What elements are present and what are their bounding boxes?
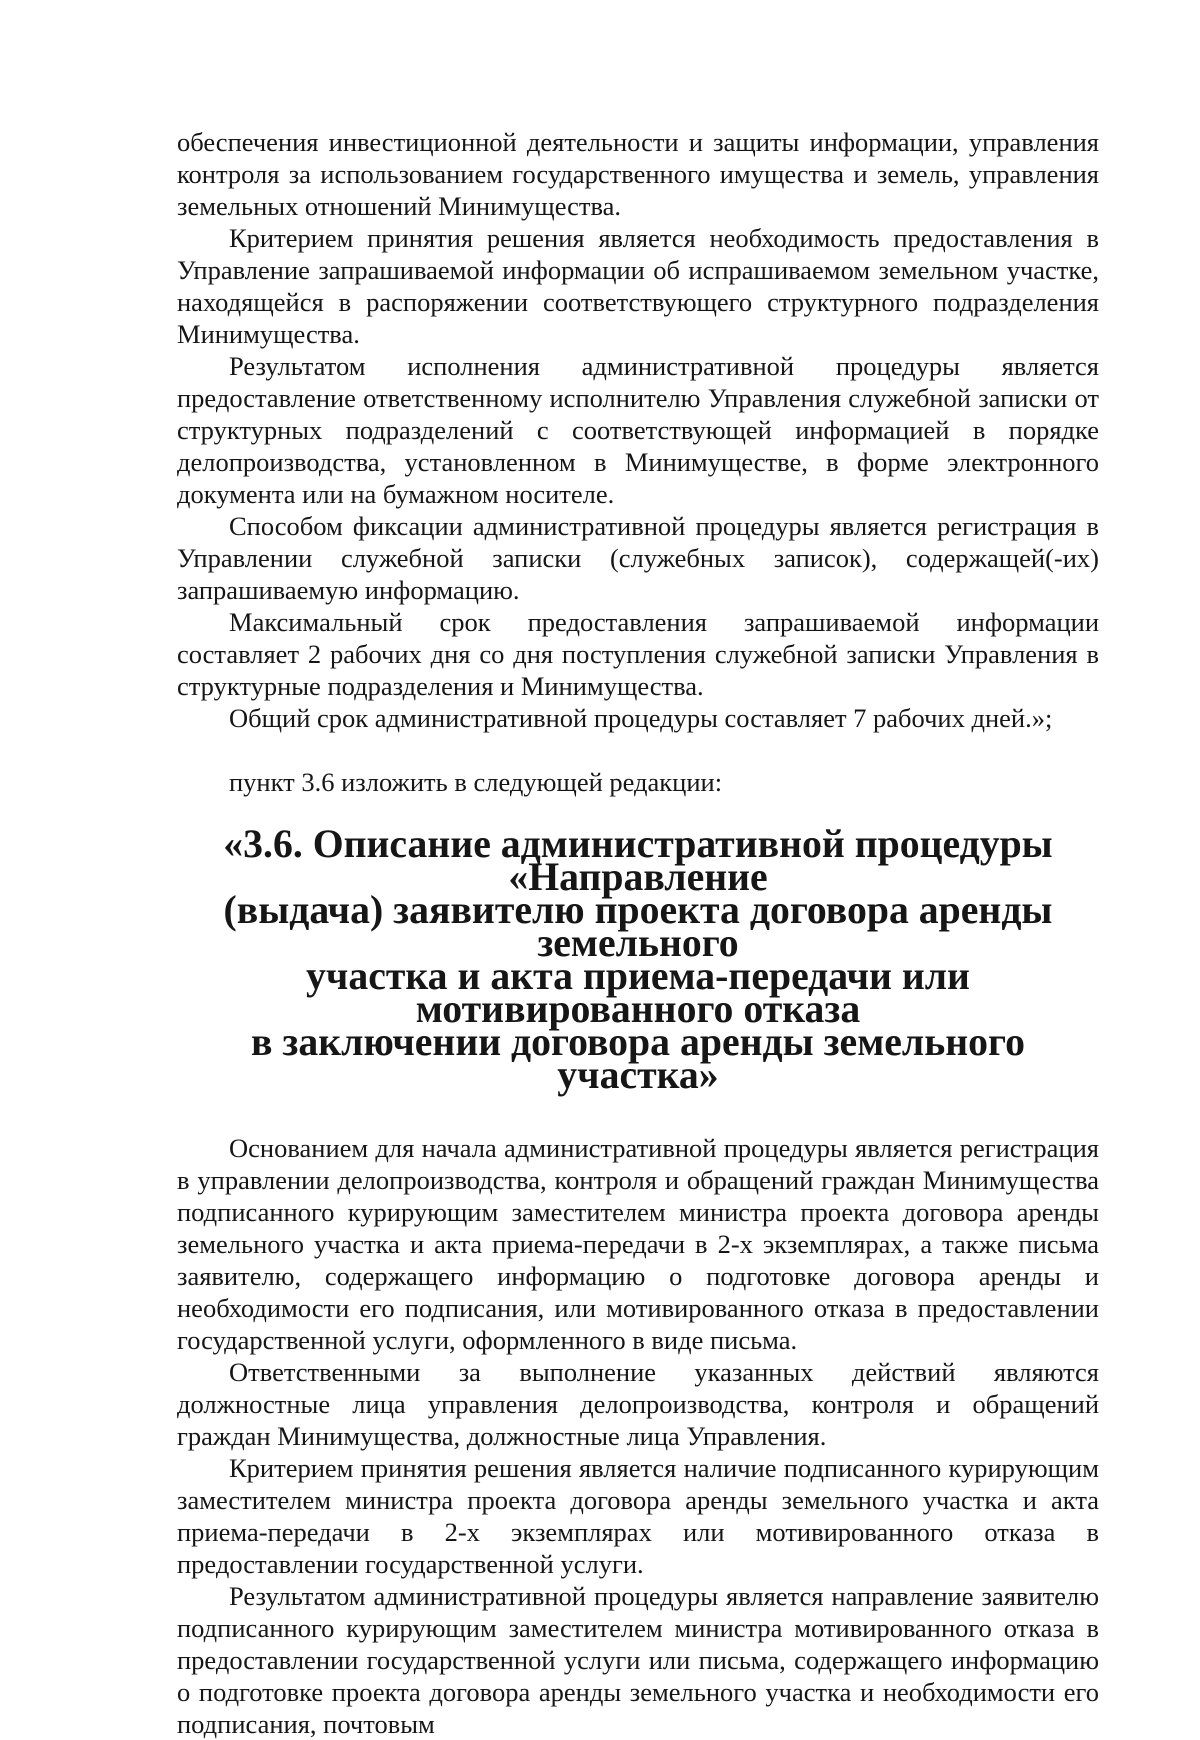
- paragraph-basis: Основанием для начала административной процедуры является регистрация в управлении делопроизводства, контроля и обращений граждан Минимущества подписанного курирующим заместителем министра проекта договора аренды земельного участка и акта приема-передачи в 2-х экземплярах, а также письма заявителю, содержащего информацию о подготовке договора аренды и необходимости его подписания, или мотивированного отказа в предоставлении государственной услуги, оформленного в виде письма.: [177, 1133, 1099, 1355]
- paragraph-continuation: обеспечения инвестиционной деятельности и защиты информации, управления контроля за использованием государственного имущества и земель, управления земельных отношений Минимущества.: [177, 127, 1099, 221]
- heading-line: (выдача) заявителю проекта договора аренды земельного: [223, 888, 1053, 965]
- paragraph-total-term: Общий срок административной процедуры составляет 7 рабочих дней.»;: [229, 703, 1053, 733]
- paragraph-max-term: Максимальный срок предоставления запрашиваемой информации составляет 2 рабочих дня со дня поступления служебной записки Управления в структурные подразделения и Минимущества.: [177, 607, 1099, 701]
- paragraph-result-memo: Результатом исполнения административной процедуры является предоставление ответственному исполнителю Управления служебной записки от структурных подразделений с соответствующей информацией в порядке делопроизводства, установленном в Минимуществе, в форме электронного документа или на бумажном носителе.: [177, 351, 1099, 509]
- heading-line: в заключении договора аренды земельного участка»: [251, 1020, 1025, 1097]
- heading-line: участка и акта приема-передачи или мотивированного отказа: [306, 954, 970, 1031]
- document-page: [177, 126, 1099, 1740]
- heading-line: «3.6. Описание административной процедуры «Направление: [223, 822, 1053, 899]
- paragraph-instruction: пункт 3.6 изложить в следующей редакции:: [229, 767, 723, 797]
- section-heading: [177, 822, 1099, 1097]
- blank-line: [177, 734, 1099, 766]
- paragraph-fixation-method: Способом фиксации административной процедуры является регистрация в Управлении служебной записки (служебных записок), содержащей(-их) запрашиваемую информацию.: [177, 511, 1099, 605]
- blank-line: [177, 1092, 1099, 1132]
- paragraph-criterion-signed: Критерием принятия решения является наличие подписанного курирующим заместителем министра проекта договора аренды земельного участка и акта приема-передачи в 2-х экземплярах или мотивированного отказа в предоставлении государственной услуги.: [177, 1453, 1099, 1579]
- paragraph-criterion-info: Критерием принятия решения является необходимость предоставления в Управление запрашиваемой информации об испрашиваемом земельном участке, находящейся в распоряжении соответствующего структурного подразделения Минимущества.: [177, 223, 1099, 349]
- paragraph-result-direction: Результатом административной процедуры является направление заявителю подписанного курирующим заместителем министра мотивированного отказа в предоставлении государственной услуги или письма, содержащего информацию о подготовке проекта договора аренды земельного участка и необходимости его подписания, почтовым: [177, 1581, 1099, 1739]
- paragraph-responsible: Ответственными за выполнение указанных действий являются должностные лица управления делопроизводства, контроля и обращений граждан Минимущества, должностные лица Управления.: [177, 1357, 1099, 1451]
